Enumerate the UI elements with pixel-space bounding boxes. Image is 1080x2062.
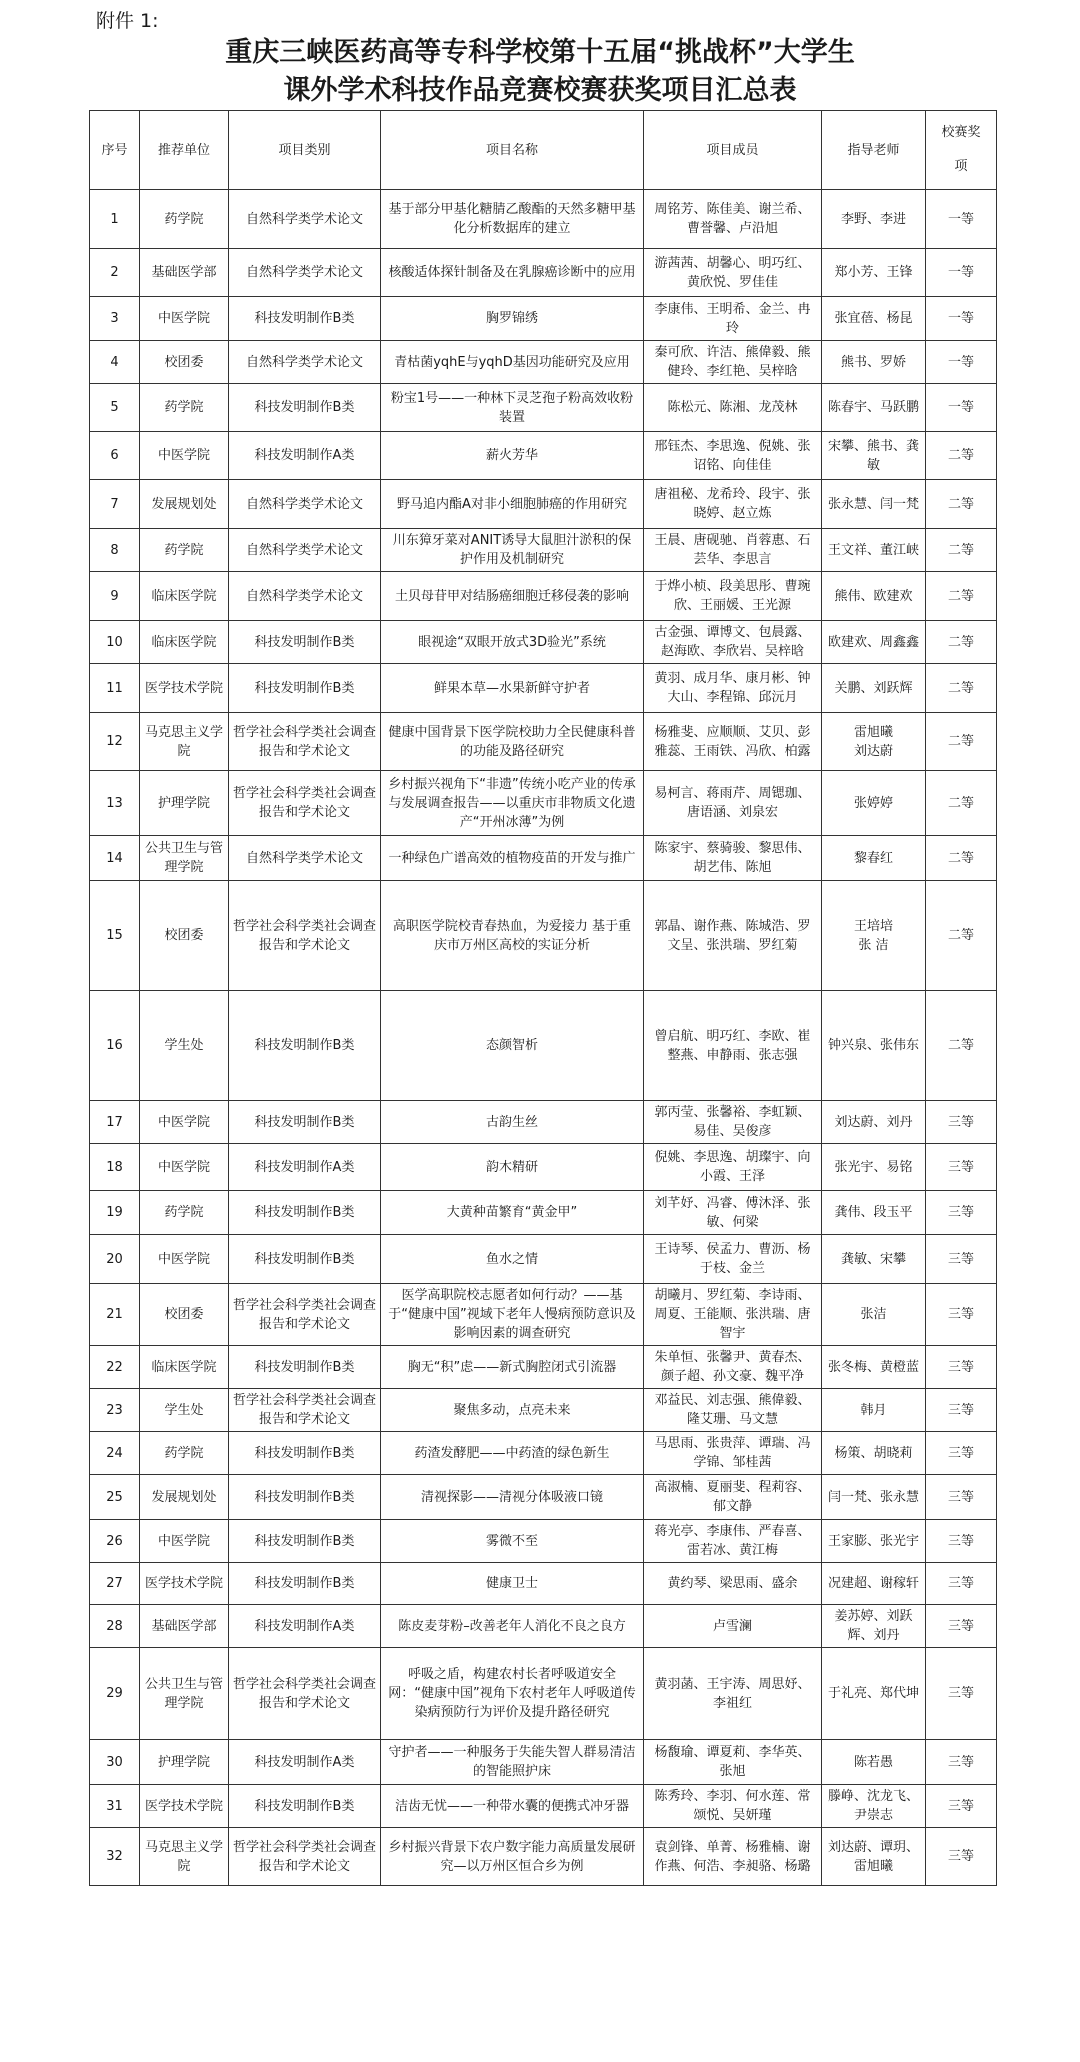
row-advisor: 张冬梅、黄橙蓝: [822, 1346, 926, 1389]
header-unit: 推荐单位: [140, 111, 229, 190]
row-advisor: 陈若愚: [822, 1740, 926, 1785]
row-unit: 中医学院: [140, 1520, 229, 1563]
row-members: 游茜茜、胡馨心、明巧红、黄欣悦、罗佳佳: [644, 249, 822, 297]
row-project-name: 薪火芳华: [381, 432, 644, 480]
row-unit: 公共卫生与管理学院: [140, 1648, 229, 1740]
row-category: 科技发明制作A类: [229, 1740, 381, 1785]
row-award: 三等: [926, 1389, 997, 1432]
row-unit: 医学技术学院: [140, 1785, 229, 1828]
row-members: 邢钰杰、李思逸、倪姚、张诏铭、向佳佳: [644, 432, 822, 480]
row-category: 科技发明制作B类: [229, 1235, 381, 1284]
table-row: [90, 836, 997, 881]
row-members: 袁剑锋、单菁、杨雅楠、谢作燕、何浩、李昶骆、杨璐: [644, 1828, 822, 1886]
row-unit: 临床医学院: [140, 1346, 229, 1389]
row-unit: 中医学院: [140, 297, 229, 341]
row-unit: 药学院: [140, 529, 229, 572]
row-unit: 基础医学部: [140, 1605, 229, 1648]
row-project-name: 川东獐牙菜对ANIT诱导大鼠胆汁淤积的保护作用及机制研究: [381, 529, 644, 572]
row-unit: 马克思主义学院: [140, 1828, 229, 1886]
row-category: 哲学社会科学类社会调查报告和学术论文: [229, 713, 381, 771]
row-advisor: 熊书、罗娇: [822, 341, 926, 384]
row-unit: 药学院: [140, 384, 229, 432]
row-category: 科技发明制作B类: [229, 297, 381, 341]
row-members: 卢雪澜: [644, 1605, 822, 1648]
row-no: 31: [90, 1785, 140, 1828]
row-advisor: 宋攀、熊书、龚敏: [822, 432, 926, 480]
row-advisor: 张婷婷: [822, 771, 926, 836]
row-category: 自然科学类学术论文: [229, 572, 381, 621]
row-award: 二等: [926, 991, 997, 1101]
row-award: 二等: [926, 432, 997, 480]
row-project-name: 韵木精研: [381, 1144, 644, 1191]
row-award: 二等: [926, 881, 997, 991]
row-award: 三等: [926, 1828, 997, 1886]
row-no: 5: [90, 384, 140, 432]
row-category: 科技发明制作B类: [229, 1520, 381, 1563]
row-project-name: 土贝母苷甲对结肠癌细胞迁移侵袭的影响: [381, 572, 644, 621]
row-unit: 校团委: [140, 881, 229, 991]
header-project-name: 项目名称: [381, 111, 644, 190]
document-title-line1: 重庆三峡医药高等专科学校第十五届“挑战杯”大学生: [225, 37, 855, 68]
row-members: 唐祖秘、龙希玲、段宇、张晓婷、赵立炼: [644, 480, 822, 529]
row-advisor: 熊伟、欧建欢: [822, 572, 926, 621]
row-award: 三等: [926, 1284, 997, 1346]
table-row: [90, 480, 997, 529]
row-project-name: 青枯菌yqhE与yqhD基因功能研究及应用: [381, 341, 644, 384]
row-category: 科技发明制作B类: [229, 1346, 381, 1389]
row-project-name: 呼吸之盾，构建农村长者呼吸道安全网：“健康中国”视角下农村老年人呼吸道传染病预防行为评价及提升路径研究: [381, 1648, 644, 1740]
row-award: 一等: [926, 190, 997, 249]
table-row: [90, 190, 997, 249]
row-unit: 校团委: [140, 1284, 229, 1346]
row-advisor: 郑小芳、王锋: [822, 249, 926, 297]
row-project-name: 野马追内酯A对非小细胞肺癌的作用研究: [381, 480, 644, 529]
row-project-name: 粉宝1号——一种林下灵芝孢子粉高效收粉装置: [381, 384, 644, 432]
row-category: 自然科学类学术论文: [229, 341, 381, 384]
row-members: 杨雅斐、应顺顺、艾贝、彭雅蕊、王雨铁、冯欣、柏露: [644, 713, 822, 771]
row-category: 科技发明制作B类: [229, 621, 381, 664]
row-members: 陈家宇、蔡骑骏、黎思伟、胡艺伟、陈旭: [644, 836, 822, 881]
row-project-name: 态颜智析: [381, 991, 644, 1101]
row-no: 24: [90, 1432, 140, 1475]
row-project-name: 清视探影——清视分体吸液口镜: [381, 1475, 644, 1520]
row-members: 邓益民、刘志强、熊偉毅、隆艾珊、马文慧: [644, 1389, 822, 1432]
row-members: 王诗琴、侯孟力、曹沥、杨于枝、金兰: [644, 1235, 822, 1284]
row-project-name: 胸罗锦绣: [381, 297, 644, 341]
row-award: 三等: [926, 1191, 997, 1235]
row-advisor: 关鹏、刘跃辉: [822, 664, 926, 713]
row-members: 黄羽菡、王宇涛、周思妤、李祖红: [644, 1648, 822, 1740]
table-row: [90, 1740, 997, 1785]
row-no: 12: [90, 713, 140, 771]
row-project-name: 胸无“积”虑——新式胸腔闭式引流器: [381, 1346, 644, 1389]
row-members: 曾启航、明巧红、李欧、崔整燕、申静雨、张志强: [644, 991, 822, 1101]
row-no: 3: [90, 297, 140, 341]
table-row: [90, 1191, 997, 1235]
row-members: 于烨小桢、段美思彤、曹琬欣、王丽媛、王光源: [644, 572, 822, 621]
document-title-line2: 课外学术科技作品竞赛校赛获奖项目汇总表: [283, 75, 797, 106]
row-advisor: 陈春宇、马跃鹏: [822, 384, 926, 432]
row-no: 19: [90, 1191, 140, 1235]
row-award: 三等: [926, 1235, 997, 1284]
row-members: 郭丙莹、张馨裕、李虹颖、易佳、吴俊彦: [644, 1101, 822, 1144]
table-row: [90, 713, 997, 771]
row-project-name: 洁齿无忧——一种带水囊的便携式冲牙器: [381, 1785, 644, 1828]
row-unit: 马克思主义学院: [140, 713, 229, 771]
row-award: 二等: [926, 529, 997, 572]
row-project-name: 守护者——一种服务于失能失智人群易清洁的智能照护床: [381, 1740, 644, 1785]
row-no: 16: [90, 991, 140, 1101]
row-project-name: 高职医学院校青春热血，为爱接力 基于重庆市万州区高校的实证分析: [381, 881, 644, 991]
row-project-name: 乡村振兴背景下农户数字能力高质量发展研究—以万州区恒合乡为例: [381, 1828, 644, 1886]
row-advisor: 况建超、谢稼轩: [822, 1563, 926, 1605]
row-no: 25: [90, 1475, 140, 1520]
header-no: 序号: [90, 111, 140, 190]
row-unit: 医学技术学院: [140, 664, 229, 713]
row-award: 三等: [926, 1475, 997, 1520]
table-row: [90, 1605, 997, 1648]
row-advisor: 雷旭曦 刘达蔚: [822, 713, 926, 771]
row-award: 三等: [926, 1144, 997, 1191]
row-award: 一等: [926, 297, 997, 341]
row-project-name: 药渣发酵肥——中药渣的绿色新生: [381, 1432, 644, 1475]
row-advisor: 王家膨、张光宇: [822, 1520, 926, 1563]
awards-table: [89, 110, 997, 1886]
row-advisor: 姜苏婷、刘跃辉、刘丹: [822, 1605, 926, 1648]
row-advisor: 刘达蔚、刘丹: [822, 1101, 926, 1144]
row-no: 6: [90, 432, 140, 480]
table-row: [90, 1475, 997, 1520]
row-members: 郭晶、谢作燕、陈城浩、罗文呈、张洪瑞、罗红菊: [644, 881, 822, 991]
table-row: [90, 297, 997, 341]
row-members: 陈秀玲、李羽、何水莲、常颂悦、吴妍瑾: [644, 1785, 822, 1828]
row-category: 自然科学类学术论文: [229, 249, 381, 297]
row-project-name: 核酸适体探针制备及在乳腺癌诊断中的应用: [381, 249, 644, 297]
row-advisor: 龚伟、段玉平: [822, 1191, 926, 1235]
row-project-name: 鱼水之情: [381, 1235, 644, 1284]
row-award: 二等: [926, 480, 997, 529]
table-row: [90, 1284, 997, 1346]
row-unit: 药学院: [140, 1191, 229, 1235]
row-no: 7: [90, 480, 140, 529]
row-category: 自然科学类学术论文: [229, 480, 381, 529]
row-no: 20: [90, 1235, 140, 1284]
row-members: 古金强、谭博文、包晨露、赵海欧、李欣岩、吴梓晗: [644, 621, 822, 664]
row-category: 科技发明制作B类: [229, 991, 381, 1101]
row-no: 28: [90, 1605, 140, 1648]
row-unit: 中医学院: [140, 1144, 229, 1191]
row-project-name: 健康卫士: [381, 1563, 644, 1605]
row-advisor: 闫一梵、张永慧: [822, 1475, 926, 1520]
row-advisor: 李野、李进: [822, 190, 926, 249]
row-category: 哲学社会科学类社会调查报告和学术论文: [229, 771, 381, 836]
row-no: 32: [90, 1828, 140, 1886]
row-project-name: 健康中国背景下医学院校助力全民健康科普的功能及路径研究: [381, 713, 644, 771]
row-category: 科技发明制作B类: [229, 1191, 381, 1235]
row-no: 23: [90, 1389, 140, 1432]
row-category: 科技发明制作B类: [229, 664, 381, 713]
row-no: 1: [90, 190, 140, 249]
header-advisor: 指导老师: [822, 111, 926, 190]
table-row: [90, 1346, 997, 1389]
row-members: 马思雨、张贵萍、谭瑞、冯学锦、邹桂茜: [644, 1432, 822, 1475]
header-category: 项目类别: [229, 111, 381, 190]
row-members: 朱单恒、张馨尹、黄春杰、颜子超、孙文豪、魏平净: [644, 1346, 822, 1389]
row-members: 倪姚、李思逸、胡璨宇、向小霞、王泽: [644, 1144, 822, 1191]
table-row: [90, 1785, 997, 1828]
row-award: 二等: [926, 771, 997, 836]
row-category: 科技发明制作A类: [229, 1144, 381, 1191]
row-category: 科技发明制作B类: [229, 384, 381, 432]
row-unit: 护理学院: [140, 1740, 229, 1785]
header-members: 项目成员: [644, 111, 822, 190]
table-row: [90, 1432, 997, 1475]
row-unit: 中医学院: [140, 432, 229, 480]
row-advisor: 欧建欢、周鑫鑫: [822, 621, 926, 664]
row-no: 14: [90, 836, 140, 881]
table-row: [90, 1144, 997, 1191]
table-row: [90, 432, 997, 480]
row-no: 11: [90, 664, 140, 713]
row-no: 21: [90, 1284, 140, 1346]
row-members: 李康伟、王明希、金兰、冉玲: [644, 297, 822, 341]
row-category: 哲学社会科学类社会调查报告和学术论文: [229, 881, 381, 991]
row-unit: 护理学院: [140, 771, 229, 836]
row-no: 15: [90, 881, 140, 991]
table-row: [90, 881, 997, 991]
row-project-name: 大黄种苗繁育“黄金甲”: [381, 1191, 644, 1235]
row-award: 三等: [926, 1648, 997, 1740]
row-advisor: 韩月: [822, 1389, 926, 1432]
row-advisor: 龚敏、宋攀: [822, 1235, 926, 1284]
row-advisor: 滕峥、沈龙飞、尹崇志: [822, 1785, 926, 1828]
row-unit: 药学院: [140, 1432, 229, 1475]
row-members: 黄约琴、梁思雨、盛余: [644, 1563, 822, 1605]
row-category: 自然科学类学术论文: [229, 529, 381, 572]
row-no: 29: [90, 1648, 140, 1740]
row-members: 陈松元、陈湘、龙茂林: [644, 384, 822, 432]
table-row: [90, 771, 997, 836]
row-category: 哲学社会科学类社会调查报告和学术论文: [229, 1648, 381, 1740]
row-members: 黄羽、成月华、康月彬、钟大山、李程锦、邱沅月: [644, 664, 822, 713]
row-unit: 临床医学院: [140, 621, 229, 664]
row-advisor: 钟兴泉、张伟东: [822, 991, 926, 1101]
row-advisor: 刘达蔚、谭玥、雷旭曦: [822, 1828, 926, 1886]
row-category: 科技发明制作A类: [229, 1605, 381, 1648]
row-award: 二等: [926, 836, 997, 881]
row-award: 二等: [926, 664, 997, 713]
row-no: 17: [90, 1101, 140, 1144]
row-award: 三等: [926, 1101, 997, 1144]
row-award: 二等: [926, 621, 997, 664]
row-award: 三等: [926, 1605, 997, 1648]
row-advisor: 杨策、胡晓莉: [822, 1432, 926, 1475]
row-advisor: 张宜蓓、杨昆: [822, 297, 926, 341]
row-no: 27: [90, 1563, 140, 1605]
row-members: 蒋光亭、李康伟、严春喜、雷若冰、黄江梅: [644, 1520, 822, 1563]
row-project-name: 医学高职院校志愿者如何行动？——基于“健康中国”视域下老年人慢病预防意识及影响因素的调查研究: [381, 1284, 644, 1346]
row-project-name: 古韵生丝: [381, 1101, 644, 1144]
row-members: 王晨、唐砚驰、肖蓉惠、石芸华、李思言: [644, 529, 822, 572]
row-unit: 学生处: [140, 1389, 229, 1432]
row-no: 26: [90, 1520, 140, 1563]
row-no: 2: [90, 249, 140, 297]
row-advisor: 张光宇、易铭: [822, 1144, 926, 1191]
row-advisor: 张洁: [822, 1284, 926, 1346]
row-project-name: 鲜果本草—水果新鲜守护者: [381, 664, 644, 713]
row-no: 22: [90, 1346, 140, 1389]
row-award: 三等: [926, 1346, 997, 1389]
table-row: [90, 621, 997, 664]
row-project-name: 乡村振兴视角下“非遗”传统小吃产业的传承与发展调查报告——以重庆市非物质文化遗产“开州冰薄”为例: [381, 771, 644, 836]
attachment-label: 附件 1:: [96, 10, 159, 32]
row-unit: 中医学院: [140, 1101, 229, 1144]
row-advisor: 张永慧、闫一梵: [822, 480, 926, 529]
row-members: 胡曦月、罗红菊、李诗雨、周夏、王能顺、张洪瑞、唐智宇: [644, 1284, 822, 1346]
row-members: 秦可欣、许洁、熊偉毅、熊健玲、李红艳、吴梓晗: [644, 341, 822, 384]
row-award: 一等: [926, 341, 997, 384]
table-row: [90, 991, 997, 1101]
row-advisor: 王文祥、董江峡: [822, 529, 926, 572]
row-no: 18: [90, 1144, 140, 1191]
header-award: 校赛奖项: [926, 111, 997, 190]
table-row: [90, 1101, 997, 1144]
table-row: [90, 1520, 997, 1563]
row-category: 自然科学类学术论文: [229, 190, 381, 249]
table-row: [90, 249, 997, 297]
table-header-row: [90, 111, 997, 190]
row-members: 周铭芳、陈佳美、谢兰希、曹誉馨、卢沿旭: [644, 190, 822, 249]
row-category: 哲学社会科学类社会调查报告和学术论文: [229, 1284, 381, 1346]
row-project-name: 眼视途“双眼开放式3D验光”系统: [381, 621, 644, 664]
row-members: 杨馥瑜、谭夏莉、李华英、张旭: [644, 1740, 822, 1785]
table-row: [90, 529, 997, 572]
row-category: 自然科学类学术论文: [229, 836, 381, 881]
row-no: 30: [90, 1740, 140, 1785]
table-row: [90, 341, 997, 384]
row-award: 三等: [926, 1563, 997, 1605]
table-row: [90, 1648, 997, 1740]
row-award: 三等: [926, 1785, 997, 1828]
row-unit: 临床医学院: [140, 572, 229, 621]
row-award: 二等: [926, 572, 997, 621]
table-row: [90, 1235, 997, 1284]
row-category: 科技发明制作B类: [229, 1432, 381, 1475]
row-category: 科技发明制作B类: [229, 1785, 381, 1828]
row-category: 科技发明制作B类: [229, 1101, 381, 1144]
row-award: 一等: [926, 249, 997, 297]
row-unit: 校团委: [140, 341, 229, 384]
row-no: 13: [90, 771, 140, 836]
row-award: 三等: [926, 1740, 997, 1785]
row-category: 哲学社会科学类社会调查报告和学术论文: [229, 1389, 381, 1432]
table-row: [90, 1389, 997, 1432]
row-project-name: 雾微不至: [381, 1520, 644, 1563]
row-unit: 基础医学部: [140, 249, 229, 297]
table-row: [90, 1828, 997, 1886]
row-unit: 药学院: [140, 190, 229, 249]
row-members: 易柯言、蒋雨芹、周锶珈、唐语涵、刘泉宏: [644, 771, 822, 836]
row-advisor: 王培培 张 洁: [822, 881, 926, 991]
row-no: 9: [90, 572, 140, 621]
row-no: 4: [90, 341, 140, 384]
row-project-name: 一种绿色广谱高效的植物疫苗的开发与推广: [381, 836, 644, 881]
row-advisor: 黎春红: [822, 836, 926, 881]
table-row: [90, 384, 997, 432]
row-project-name: 陈皮麦芽粉–改善老年人消化不良之良方: [381, 1605, 644, 1648]
row-category: 哲学社会科学类社会调查报告和学术论文: [229, 1828, 381, 1886]
table-row: [90, 1563, 997, 1605]
row-unit: 发展规划处: [140, 480, 229, 529]
row-members: 高淑楠、夏丽斐、程莉容、郁文静: [644, 1475, 822, 1520]
row-no: 10: [90, 621, 140, 664]
row-advisor: 于礼亮、郑代坤: [822, 1648, 926, 1740]
row-members: 刘芊妤、冯睿、傅沐泽、张敏、何梁: [644, 1191, 822, 1235]
row-category: 科技发明制作B类: [229, 1563, 381, 1605]
row-unit: 公共卫生与管理学院: [140, 836, 229, 881]
row-award: 一等: [926, 384, 997, 432]
row-no: 8: [90, 529, 140, 572]
row-project-name: 基于部分甲基化糖腈乙酸酯的天然多糖甲基化分析数据库的建立: [381, 190, 644, 249]
row-category: 科技发明制作B类: [229, 1475, 381, 1520]
table-row: [90, 572, 997, 621]
row-unit: 学生处: [140, 991, 229, 1101]
row-unit: 发展规划处: [140, 1475, 229, 1520]
row-unit: 医学技术学院: [140, 1563, 229, 1605]
row-award: 三等: [926, 1520, 997, 1563]
row-unit: 中医学院: [140, 1235, 229, 1284]
row-award: 二等: [926, 713, 997, 771]
row-project-name: 聚焦多动，点亮未来: [381, 1389, 644, 1432]
table-row: [90, 664, 997, 713]
row-award: 三等: [926, 1432, 997, 1475]
row-category: 科技发明制作A类: [229, 432, 381, 480]
